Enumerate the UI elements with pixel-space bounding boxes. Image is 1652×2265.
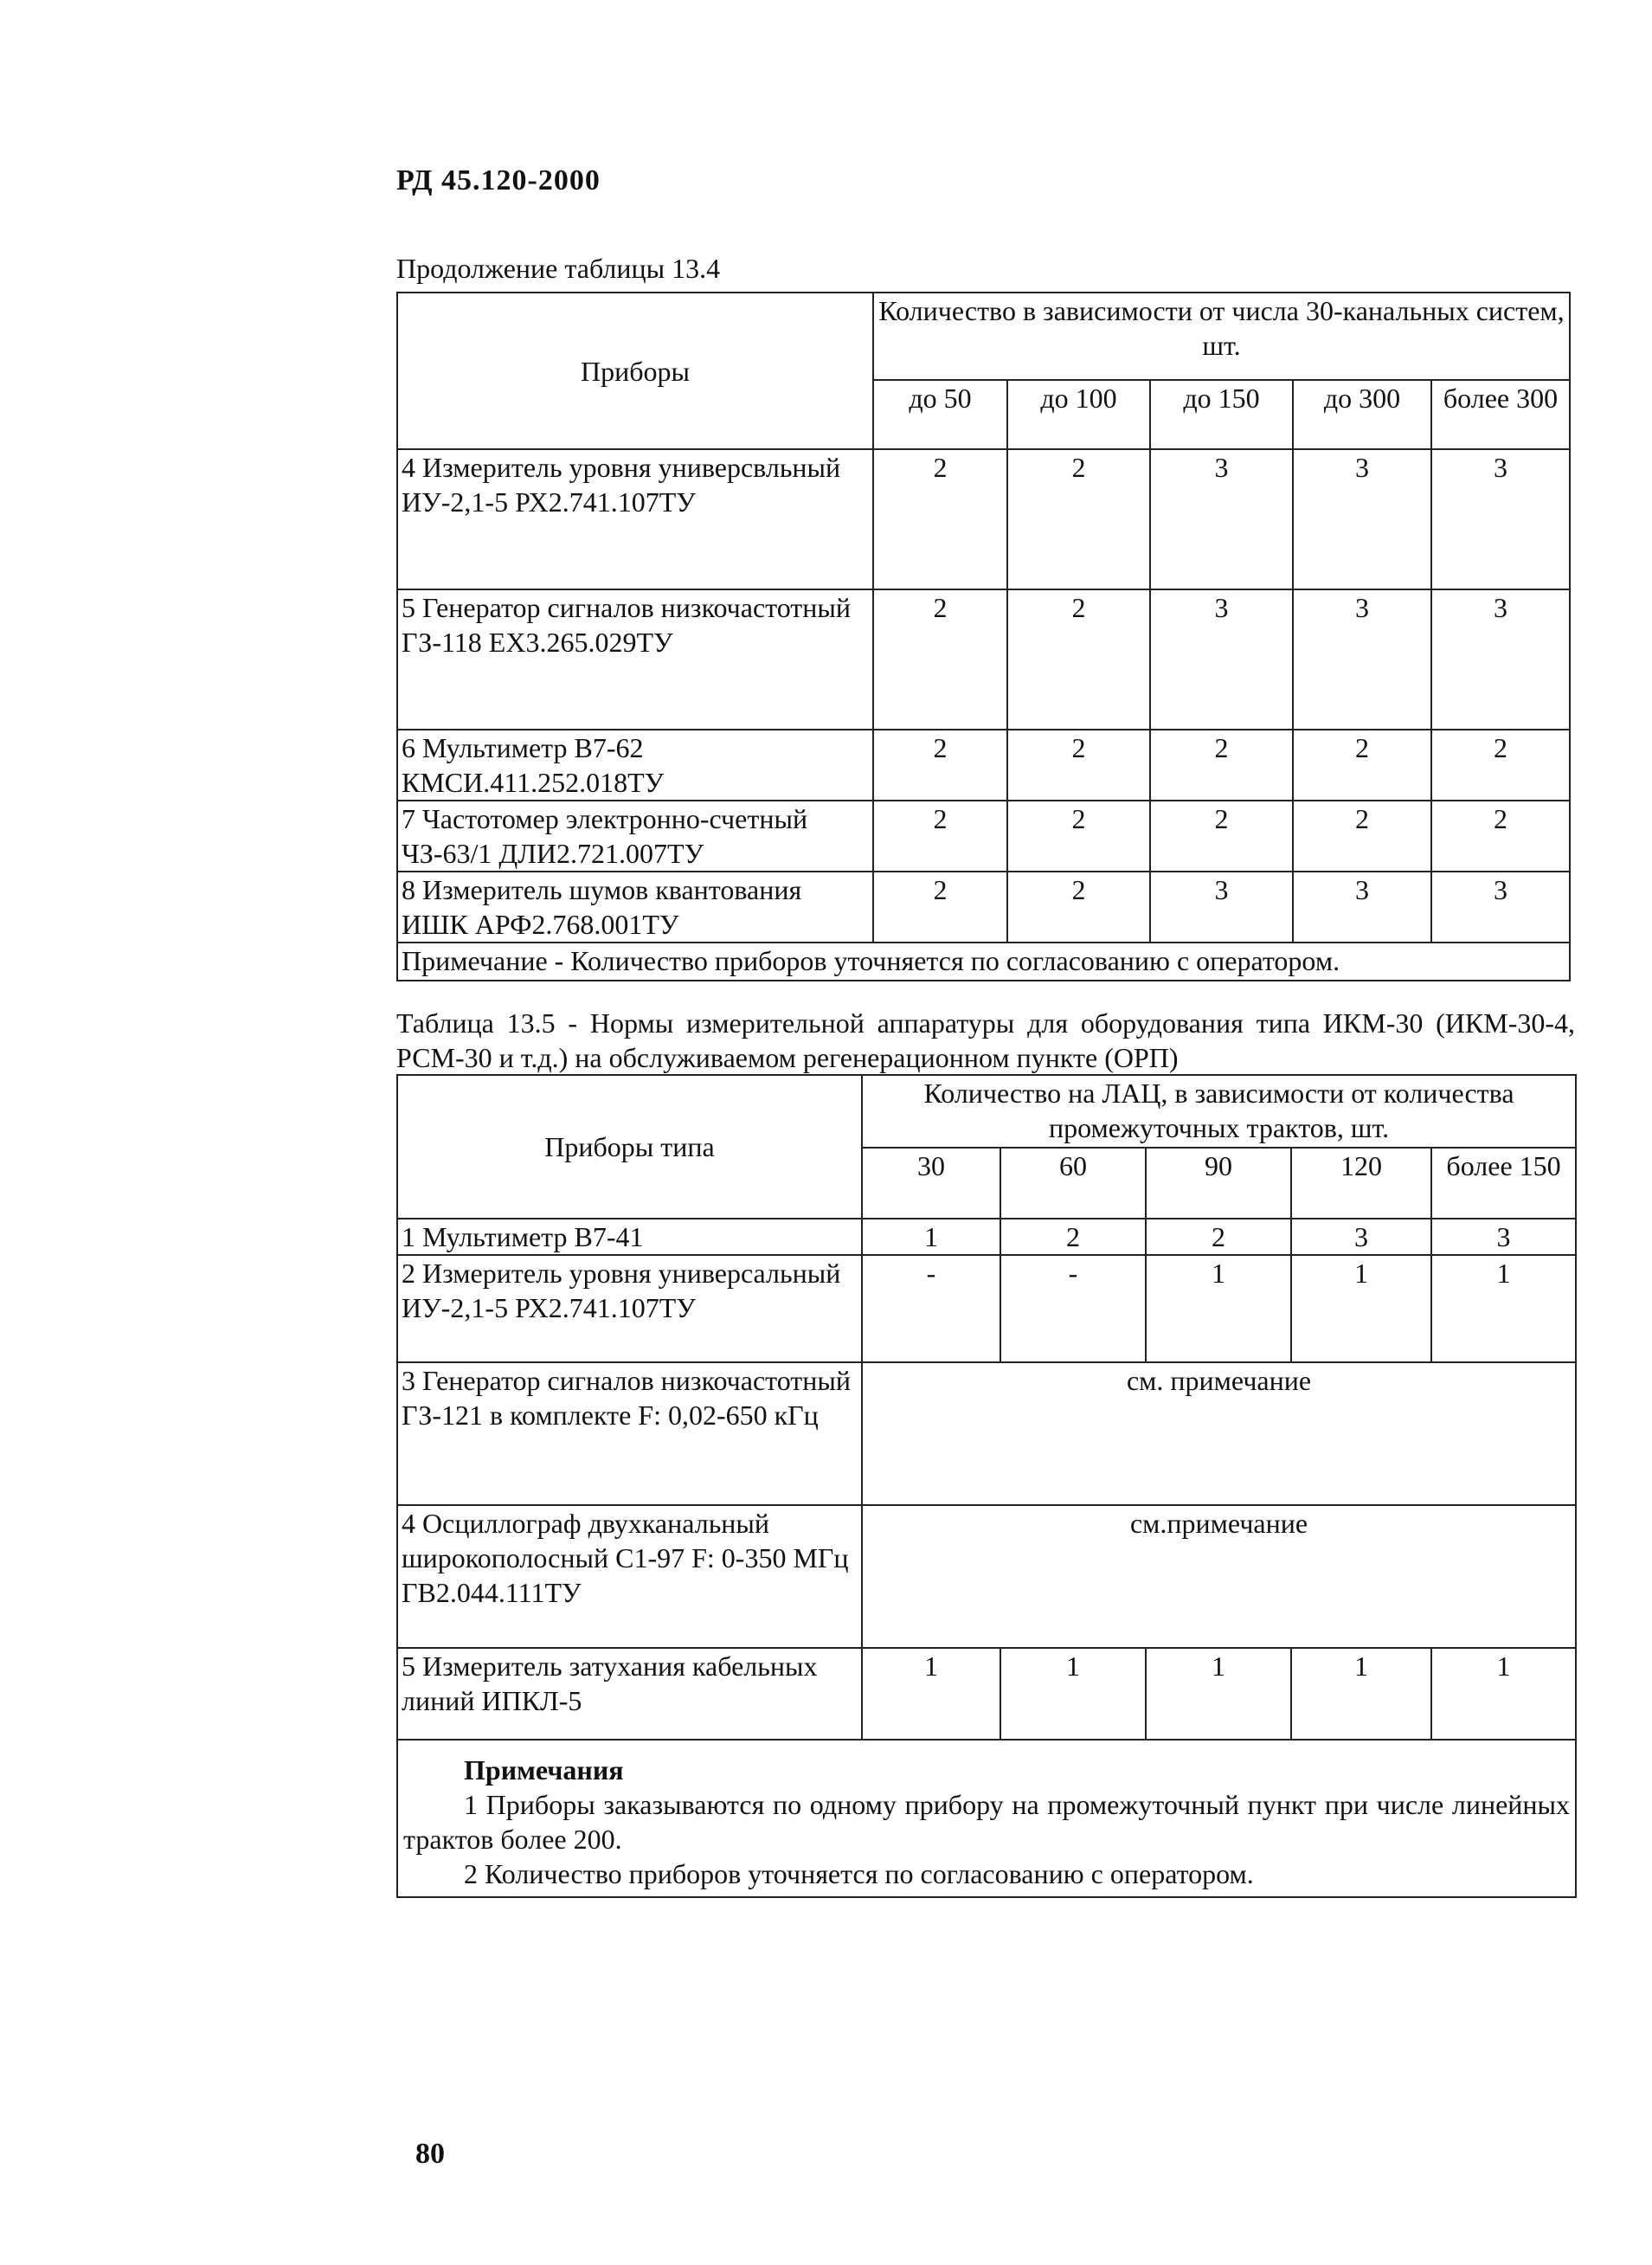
table-row <box>397 1362 1576 1505</box>
table-cell: 2 <box>1000 1219 1146 1255</box>
column-header: до 300 <box>1293 380 1431 449</box>
table-row <box>397 1255 1576 1362</box>
table-cell: 2 <box>1150 730 1293 801</box>
merged-note-cell: см. примечание <box>862 1362 1576 1505</box>
device-name: 4 Осциллограф двухканальный широкополосный С1-97 F: 0-350 МГц ГВ2.044.111ТУ <box>397 1505 862 1648</box>
column-header: 30 <box>862 1148 1000 1219</box>
table-cell: 3 <box>1150 872 1293 943</box>
table-cell: 2 <box>873 801 1007 872</box>
column-header: более 300 <box>1431 380 1570 449</box>
table-cell: 3 <box>1150 589 1293 730</box>
table1-caption: Продолжение таблицы 13.4 <box>396 253 721 284</box>
table-cell: 3 <box>1431 1219 1576 1255</box>
table-cell: 2 <box>873 589 1007 730</box>
column-group-header: Количество в зависимости от числа 30-канальных систем, шт. <box>873 293 1570 380</box>
table-cell: 1 <box>1146 1255 1291 1362</box>
table-row <box>397 872 1570 943</box>
table-cell: 1 <box>1291 1648 1431 1740</box>
table-cell: 2 <box>1150 801 1293 872</box>
table-cell: - <box>862 1255 1000 1362</box>
notes-block <box>397 1740 1576 1897</box>
table-cell: 2 <box>1431 801 1570 872</box>
table-cell: 3 <box>1293 872 1431 943</box>
table-row <box>397 1219 1576 1255</box>
column-group-header: Количество на ЛАЦ, в зависимости от количества промежуточных трактов, шт. <box>862 1075 1576 1148</box>
table-cell: 2 <box>873 449 1007 589</box>
device-name: 8 Измеритель шумов квантования ИШК АРФ2.768.001ТУ <box>397 872 873 943</box>
note-line: 1 Приборы заказываются по одному прибору на промежуточный пункт при числе линейных трактов более 200. <box>403 1789 1571 1855</box>
table-cell: 2 <box>1293 730 1431 801</box>
table-cell: 3 <box>1150 449 1293 589</box>
table-13-4 <box>396 292 1571 981</box>
table-cell: 3 <box>1293 589 1431 730</box>
table-cell: 1 <box>862 1219 1000 1255</box>
device-name: 4 Измеритель уровня универсвльный ИУ-2,1-5 РХ2.741.107ТУ <box>397 449 873 589</box>
table-cell: 3 <box>1431 872 1570 943</box>
table-cell: 1 <box>862 1648 1000 1740</box>
table-row <box>397 449 1570 589</box>
table-cell: 2 <box>1431 730 1570 801</box>
table-cell: 1 <box>1431 1255 1576 1362</box>
column-header: 120 <box>1291 1148 1431 1219</box>
column-header: до 50 <box>873 380 1007 449</box>
device-name: 5 Измеритель затухания кабельных линий ИПКЛ-5 <box>397 1648 862 1740</box>
device-name: 1 Мультиметр В7-41 <box>397 1219 862 1255</box>
table-cell: 2 <box>873 872 1007 943</box>
table-note: Примечание - Количество приборов уточняется по согласованию с оператором. <box>397 943 1570 981</box>
table-row <box>397 1648 1576 1740</box>
column-header: более 150 <box>1431 1148 1576 1219</box>
merged-note-cell: см.примечание <box>862 1505 1576 1648</box>
table-row <box>397 589 1570 730</box>
table-cell: 2 <box>1007 730 1150 801</box>
table-cell: 2 <box>1007 872 1150 943</box>
table-cell: 1 <box>1000 1648 1146 1740</box>
column-header: 90 <box>1146 1148 1291 1219</box>
table-cell: 3 <box>1431 589 1570 730</box>
table-row <box>397 730 1570 801</box>
table-cell: 3 <box>1293 449 1431 589</box>
table-cell: 1 <box>1431 1648 1576 1740</box>
device-name: 6 Мультиметр В7-62 КМСИ.411.252.018ТУ <box>397 730 873 801</box>
device-name: 3 Генератор сигналов низкочастотный ГЗ-121 в комплекте F: 0,02-650 кГц <box>397 1362 862 1505</box>
table-cell: 3 <box>1431 449 1570 589</box>
table-cell: 2 <box>1293 801 1431 872</box>
column-header: до 150 <box>1150 380 1293 449</box>
table2-caption: Таблица 13.5 - Нормы измерительной аппаратуры для оборудования типа ИКМ-30 (ИКМ-30-4, РСМ-30 и т.д.) на обслуживаемом регенерационном пункте (ОРП) <box>396 1007 1575 1073</box>
table-13-5 <box>396 1074 1577 1898</box>
table-row <box>397 801 1570 872</box>
device-name: 2 Измеритель уровня универсальный ИУ-2,1-5 РХ2.741.107ТУ <box>397 1255 862 1362</box>
table-cell: 2 <box>1146 1219 1291 1255</box>
column-header-devices: Приборы <box>397 293 873 449</box>
column-header: 60 <box>1000 1148 1146 1219</box>
page-number: 80 <box>415 2138 445 2170</box>
table-cell: 3 <box>1291 1219 1431 1255</box>
device-name: 5 Генератор сигналов низкочастотный ГЗ-118 ЕХ3.265.029ТУ <box>397 589 873 730</box>
column-header-devices: Приборы типа <box>397 1075 862 1219</box>
device-name: 7 Частотомер электронно-счетный ЧЗ-63/1 ДЛИ2.721.007ТУ <box>397 801 873 872</box>
table-cell: 2 <box>1007 589 1150 730</box>
table-cell: 2 <box>873 730 1007 801</box>
table-cell: 2 <box>1007 449 1150 589</box>
column-header: до 100 <box>1007 380 1150 449</box>
document-id: РД 45.120-2000 <box>396 164 601 196</box>
table-cell: 2 <box>1007 801 1150 872</box>
table-cell: 1 <box>1291 1255 1431 1362</box>
table-row <box>397 1505 1576 1648</box>
table-cell: 1 <box>1146 1648 1291 1740</box>
table-cell: - <box>1000 1255 1146 1362</box>
note-line: 2 Количество приборов уточняется по согласованию с оператором. <box>464 1858 1254 1889</box>
notes-title: Примечания <box>464 1754 624 1786</box>
